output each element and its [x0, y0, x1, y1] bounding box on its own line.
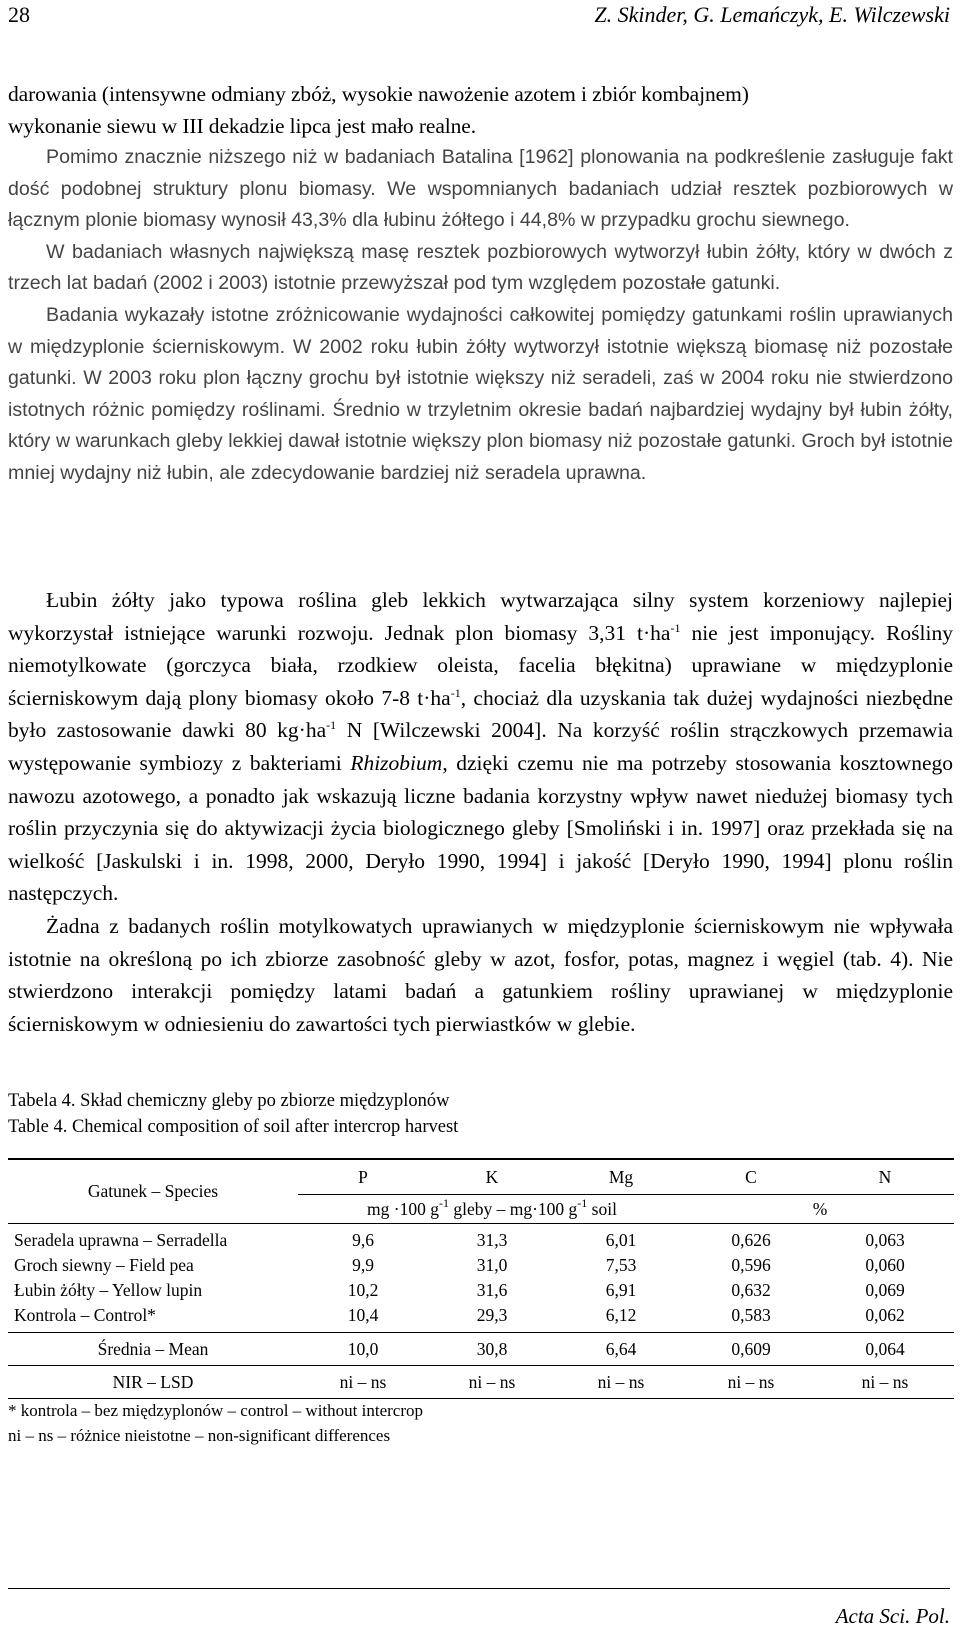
- table-row: [8, 1253, 954, 1278]
- cell: 30,8: [476, 1338, 508, 1359]
- serif-text-block: [8, 584, 953, 1040]
- table-row: [8, 1224, 954, 1254]
- caption-polish: Tabela 4. Skład chemiczny gleby po zbiorze międzyplonów: [8, 1091, 450, 1111]
- cell: 7,53: [605, 1255, 637, 1275]
- cell: 0,596: [731, 1255, 771, 1275]
- cell: 0,064: [865, 1338, 905, 1359]
- italic-term: Rhizobium: [350, 750, 443, 775]
- column-header: P: [358, 1166, 368, 1187]
- table-header-row: [8, 1159, 954, 1195]
- column-header: C: [745, 1166, 757, 1187]
- soil-composition-table: [8, 1158, 954, 1399]
- paragraph-yield-differences: Badania wykazały istotne zróżnicowanie wydajności całkowitej pomiędzy gatunkami roślin uprawianych w międzyplonie ścierniskowym. W 2002 roku łubin żółty wytworzył istotnie większą biomasę niż pozostałe gatunki. W 2003 roku plon łączny grochu był istotnie większy niż seradeli, zaś w 2004 roku nie stwierdzono istotnych różnic pomiędzy roślinami. Średnio w trzyletnim okresie badań najbardziej wydajny był łubin żółty, który w warunkach gleby lekkiej dawał istotnie większy plon biomasy niż pozostałe gatunki. Groch był istotnie mniej wydajny niż łubin, ale zdecydowanie bardziej niż seradela uprawna.: [8, 303, 953, 484]
- page-header: [8, 2, 950, 36]
- journal-name: Acta Sci. Pol.: [835, 1604, 950, 1628]
- cell: 31,3: [476, 1230, 508, 1250]
- table-footnotes: [8, 1398, 423, 1448]
- table-row: [8, 1303, 954, 1333]
- cell: 6,12: [605, 1305, 637, 1325]
- cell: 0,069: [865, 1280, 905, 1300]
- footer-divider: [8, 1588, 950, 1589]
- species-header: Gatunek – Species: [87, 1181, 219, 1201]
- cell: ni – ns: [597, 1371, 645, 1392]
- row-label: Groch siewny – Field pea: [14, 1255, 194, 1275]
- cell: ni – ns: [339, 1371, 387, 1392]
- page-number: 28: [8, 2, 30, 27]
- footnote-control: * kontrola – bez międzyplonów – control – without intercrop: [8, 1401, 423, 1420]
- cell: 9,6: [352, 1230, 374, 1250]
- table-mean-row: [8, 1333, 954, 1366]
- column-header: Mg: [608, 1166, 634, 1187]
- row-label: Łubin żółty – Yellow lupin: [14, 1280, 203, 1300]
- cell: 6,91: [605, 1280, 637, 1300]
- row-label: Kontrola – Control*: [14, 1305, 156, 1325]
- cell: 6,64: [605, 1338, 637, 1359]
- continued-paragraph: [8, 78, 953, 142]
- text-line: darowania (intensywne odmiany zbóż, wysokie nawożenie azotem i zbiór kombajnem): [8, 82, 749, 106]
- cell: 6,01: [605, 1230, 637, 1250]
- cell: 10,4: [347, 1305, 379, 1325]
- unit-percent: %: [686, 1195, 954, 1224]
- cell: 29,3: [476, 1305, 508, 1325]
- cell: 0,063: [865, 1230, 905, 1250]
- paragraph-yellow-lupin: Łubin żółty jako typowa roślina gleb lekkich wytwarzająca silny system korzeniowy najlepiej wykorzystał istniejące warunki rozwoju. Jednak plon biomasy 3,31 $t\cdot ha^{-1}$ nie jest imponujący. Rośliny niemotylkowate (gorczyca biała, rzodkiew oleista, facelia błękitna) uprawiane w międzyplonie ścierniskowym dają plony biomasy około 7-8 $t\cdot ha^{-1}$, chociaż dla uzyskania tak dużej wydajności niezbędne było zastosowanie dawki 80 $kg\cdot ha^{-1}$ N [Wilczewski 2004]. Na korzyść roślin strączkowych przemawia występowanie symbiozy z bakteriami Rhizobium, dzięki czemu nie ma potrzeby stosowania kosztownego nawozu azotowego, a ponadto jak wskazują liczne badania korzystny wpływ nawet niedużej biomasy tych roślin przyczynia się do aktywizacji życia biologicznego gleby [Smoliński i in. 1997] oraz przekłada się na wielkość [Jaskulski i in. 1998, 2000, Deryło 1990, 1994] i jakość [Deryło 1990, 1994] plonu roślin następczych.: [8, 588, 954, 906]
- paragraph-own-research: W badaniach własnych największą masę resztek pozbiorowych wytworzył łubin żółty, który w dwóch z trzech lat badań (2002 i 2003) istotnie przewyższał pod tym względem pozostałe gatunki.: [8, 240, 953, 295]
- table-row: [8, 1278, 954, 1303]
- sans-text-block: [8, 142, 953, 490]
- unit-mg: mg ·100 $g^{-1}$ gleby – mg·100 $g^{-1}$ soil: [298, 1195, 686, 1224]
- cell: ni – ns: [861, 1371, 909, 1392]
- column-header: K: [485, 1166, 499, 1187]
- cell: 0,632: [731, 1280, 771, 1300]
- cell: 31,6: [476, 1280, 508, 1300]
- cell: 0,583: [731, 1305, 771, 1325]
- cell: 10,2: [347, 1280, 379, 1300]
- row-label: Seradela uprawna – Serradella: [14, 1230, 228, 1250]
- cell: ni – ns: [727, 1371, 775, 1392]
- cell: 0,626: [731, 1230, 771, 1250]
- cell: 10,0: [347, 1338, 379, 1359]
- paragraph-batalina: Pomimo znacznie niższego niż w badaniach Batalina [1962] plonowania na podkreślenie zasługuje fakt dość podobnej struktury plonu biomasy. We wspomnianych badaniach udział resztek pozbiorowych w łącznym plonie biomasy wynosił 43,3% dla łubinu żółtego i 44,8% w przypadku grochu siewnego.: [8, 146, 953, 232]
- row-label: NIR – LSD: [112, 1371, 194, 1392]
- running-head-authors: Z. Skinder, G. Lemańczyk, E. Wilczewski: [594, 2, 950, 27]
- paragraph-soil-content: Żadna z badanych roślin motylkowatych uprawianych w międzyplonie ścierniskowym nie wpływała istotnie na określoną po ich zbiorze zasobność gleby w azot, fosfor, potas, magnez i węgiel (tab. 4). Nie stwierdzono interakcji pomiędzy latami badań a gatunkiem rośliny uprawianej w międzyplonie ścierniskowym w odniesieniu do zawartości tych pierwiastków w glebie.: [8, 913, 953, 1036]
- cell: 0,060: [865, 1255, 905, 1275]
- footnote-ns: ni – ns – różnice nieistotne – non-significant differences: [8, 1426, 391, 1445]
- column-header: N: [878, 1166, 892, 1187]
- row-label: Średnia – Mean: [97, 1338, 209, 1359]
- cell: 0,609: [731, 1338, 771, 1359]
- cell: ni – ns: [468, 1371, 516, 1392]
- cell: 9,9: [352, 1255, 374, 1275]
- text-line: wykonanie siewu w III dekadzie lipca jest mało realne.: [8, 114, 477, 138]
- cell: 0,062: [865, 1305, 905, 1325]
- cell: 31,0: [476, 1255, 508, 1275]
- table-caption: [8, 1088, 458, 1140]
- caption-english: Table 4. Chemical composition of soil after intercrop harvest: [8, 1117, 459, 1137]
- table-lsd-row: [8, 1366, 954, 1399]
